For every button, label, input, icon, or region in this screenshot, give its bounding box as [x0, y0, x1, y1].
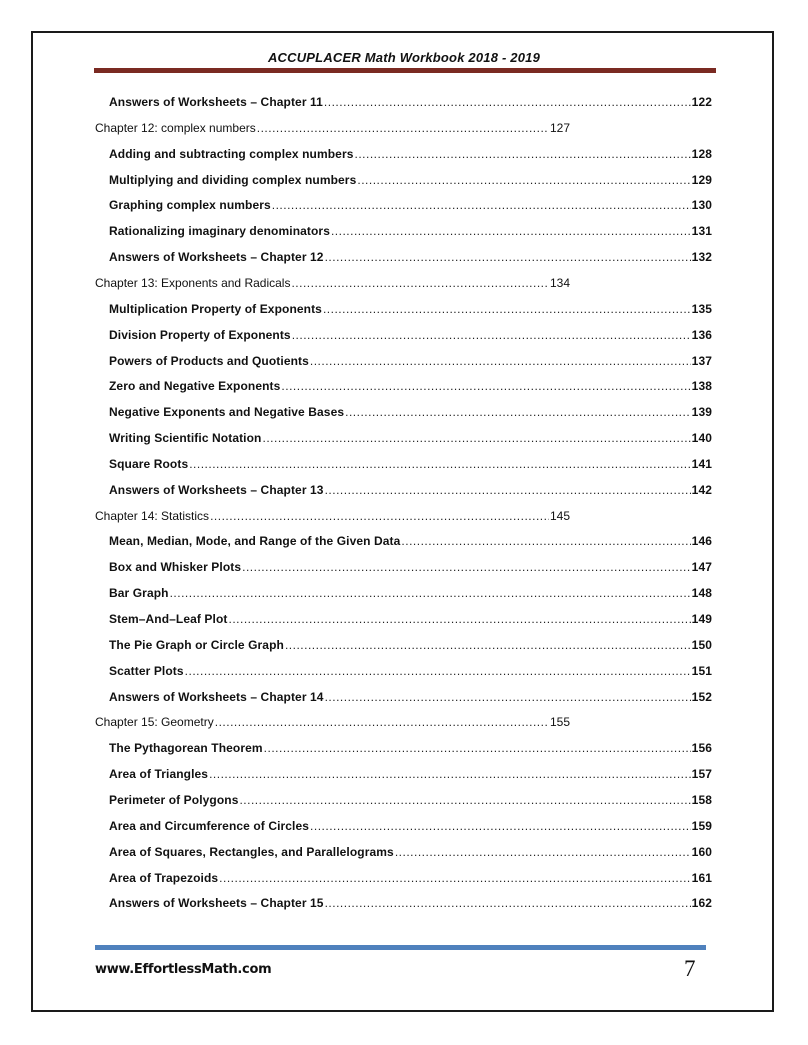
toc-entry-page: 148	[691, 586, 712, 601]
toc-section-entry[interactable]	[109, 224, 712, 238]
toc-dot-leader	[357, 173, 690, 187]
toc-chapter-entry[interactable]	[95, 509, 570, 523]
toc-section-entry[interactable]	[109, 664, 712, 678]
toc-entry-page: 142	[691, 482, 712, 497]
toc-entry-page: 149	[691, 612, 712, 626]
toc-section-entry[interactable]	[109, 560, 712, 574]
toc-section-entry[interactable]	[109, 173, 712, 187]
toc-entry-page: 151	[691, 663, 712, 678]
toc-dot-leader	[331, 224, 691, 238]
toc-entry-label: Area of Squares, Rectangles, and Parallelograms	[109, 844, 394, 859]
toc-section-entry[interactable]	[109, 198, 712, 212]
toc-entry-page: 141	[691, 456, 712, 471]
toc-entry-page: 136	[691, 327, 712, 342]
toc-dot-leader	[291, 276, 549, 290]
toc-section-entry[interactable]	[109, 250, 712, 264]
toc-entry-label: Chapter 14: Statistics	[95, 508, 210, 523]
toc-dot-leader	[170, 586, 691, 600]
toc-dot-leader	[310, 819, 691, 833]
toc-entry-label: Box and Whisker Plots	[109, 560, 242, 575]
toc-dot-leader	[272, 198, 691, 212]
footer-rule	[95, 945, 706, 950]
toc-entry-page: 159	[691, 818, 712, 833]
toc-section-entry[interactable]	[109, 819, 712, 833]
toc-section-entry[interactable]	[109, 767, 712, 781]
page-number: 7	[684, 956, 696, 981]
toc-entry-page: 131	[691, 224, 712, 239]
toc-dot-leader	[355, 147, 691, 161]
toc-dot-leader	[325, 690, 691, 704]
toc-dot-leader	[189, 457, 690, 471]
toc-dot-leader	[324, 95, 691, 109]
toc-entry-label: Chapter 12: complex numbers	[95, 120, 256, 135]
toc-entry-page: 161	[691, 870, 712, 885]
toc-entry-page: 156	[691, 741, 712, 756]
toc-entry-label: Square Roots	[109, 456, 189, 471]
toc-entry-page: 135	[691, 301, 712, 316]
toc-dot-leader	[264, 741, 691, 755]
toc-entry-page: 162	[691, 896, 712, 911]
toc-entry-label: Perimeter of Polygons	[109, 792, 239, 807]
toc-entry-label: Negative Exponents and Negative Bases	[109, 405, 345, 420]
toc-section-entry[interactable]	[109, 405, 712, 419]
toc-dot-leader	[239, 793, 690, 807]
toc-entry-label: Answers of Worksheets – Chapter 13	[109, 482, 324, 497]
toc-entry-page: 140	[691, 431, 712, 446]
footer-website-link[interactable]: www.EffortlessMath.com	[95, 962, 272, 977]
toc-entry-label: Answers of Worksheets – Chapter 12	[109, 250, 324, 265]
toc-entry-label: Area and Circumference of Circles	[109, 818, 310, 833]
toc-section-entry[interactable]	[109, 534, 712, 548]
toc-entry-label: Rationalizing imaginary denominators	[109, 224, 330, 239]
toc-dot-leader	[325, 483, 691, 497]
toc-entry-label: Writing Scientific Notation	[109, 431, 262, 446]
toc-section-entry[interactable]	[109, 147, 712, 161]
toc-section-entry[interactable]	[109, 328, 712, 342]
toc-entry-label: Area of Trapezoids	[109, 870, 219, 885]
toc-entry-label: Powers of Products and Quotients	[109, 353, 309, 368]
toc-entry-page: 128	[691, 146, 712, 161]
toc-entry-label: Multiplication Property of Exponents	[109, 301, 322, 316]
toc-entry-label: Answers of Worksheets – Chapter 11	[109, 95, 323, 109]
toc-entry-label: Answers of Worksheets – Chapter 15	[109, 896, 324, 911]
toc-entry-page: 132	[691, 250, 712, 265]
toc-entry-page: 127	[549, 120, 570, 135]
toc-dot-leader	[257, 121, 549, 135]
toc-section-entry[interactable]	[109, 793, 712, 807]
toc-entry-page: 155	[549, 715, 570, 730]
toc-entry-page: 147	[691, 560, 712, 575]
toc-entry-label: Graphing complex numbers	[109, 198, 271, 213]
toc-section-entry[interactable]	[109, 741, 712, 755]
toc-section-entry[interactable]	[109, 95, 712, 109]
toc-section-entry[interactable]	[109, 431, 712, 445]
running-header-title: ACCUPLACER Math Workbook 2018 - 2019	[267, 50, 541, 65]
toc-entry-label: Chapter 13: Exponents and Radicals	[95, 275, 291, 290]
toc-dot-leader	[281, 379, 690, 393]
toc-entry-label: The Pie Graph or Circle Graph	[109, 637, 284, 652]
toc-entry-page: 157	[691, 767, 712, 782]
toc-section-entry[interactable]	[109, 379, 712, 393]
toc-dot-leader	[323, 302, 691, 316]
toc-dot-leader	[325, 250, 691, 264]
toc-chapter-entry[interactable]	[95, 715, 570, 729]
toc-section-entry[interactable]	[109, 302, 712, 316]
toc-entry-page: 158	[691, 792, 712, 807]
toc-dot-leader	[325, 896, 691, 910]
toc-entry-page: 160	[691, 844, 712, 859]
toc-section-entry[interactable]	[109, 586, 712, 600]
toc-section-entry[interactable]	[109, 896, 712, 910]
toc-entry-label: The Pythagorean Theorem	[109, 741, 263, 756]
toc-dot-leader	[185, 664, 691, 678]
toc-entry-label: Answers of Worksheets – Chapter 14	[109, 689, 324, 704]
header-rule	[94, 68, 716, 73]
toc-entry-page: 146	[691, 534, 712, 549]
toc-entry-label: Mean, Median, Mode, and Range of the Given Data	[109, 534, 401, 549]
toc-chapter-entry[interactable]	[95, 121, 570, 135]
toc-dot-leader	[345, 405, 691, 419]
toc-entry-page: 129	[691, 172, 712, 187]
toc-dot-leader	[209, 767, 691, 781]
toc-section-entry[interactable]	[109, 612, 712, 626]
toc-entry-label: Chapter 15: Geometry	[95, 715, 214, 730]
toc-entry-label: Bar Graph	[109, 586, 169, 601]
toc-dot-leader	[219, 871, 691, 885]
toc-chapter-entry[interactable]	[95, 276, 570, 290]
toc-entry-page: 138	[691, 379, 712, 394]
toc-entry-page: 152	[691, 689, 712, 704]
toc-dot-leader	[210, 509, 549, 523]
toc-entry-label: Multiplying and dividing complex numbers	[109, 172, 357, 187]
toc-entry-label: Adding and subtracting complex numbers	[109, 146, 354, 161]
toc-entry-page: 134	[549, 275, 570, 290]
toc-section-entry[interactable]	[109, 871, 712, 885]
toc-dot-leader	[242, 560, 691, 574]
toc-section-entry[interactable]	[109, 690, 712, 704]
toc-dot-leader	[395, 845, 691, 859]
toc-dot-leader	[215, 715, 549, 729]
toc-dot-leader	[310, 354, 691, 368]
toc-dot-leader	[292, 328, 691, 342]
toc-dot-leader	[401, 534, 690, 548]
toc-entry-page: 150	[691, 637, 712, 652]
toc-dot-leader	[262, 431, 690, 445]
toc-entry-page: 130	[691, 198, 712, 213]
toc-section-entry[interactable]	[109, 354, 712, 368]
toc-entry-label: Division Property of Exponents	[109, 327, 291, 342]
toc-entry-page: 122	[691, 95, 712, 109]
toc-entry-label: Scatter Plots	[109, 663, 184, 678]
toc-entry-page: 139	[691, 405, 712, 420]
toc-entry-page: 145	[549, 508, 570, 523]
toc-section-entry[interactable]	[109, 638, 712, 652]
toc-section-entry[interactable]	[109, 845, 712, 859]
toc-dot-leader	[285, 638, 691, 652]
toc-entry-label: Area of Triangles	[109, 767, 209, 782]
toc-entry-label: Zero and Negative Exponents	[109, 379, 281, 394]
toc-dot-leader	[229, 612, 691, 626]
toc-entry-label: Stem–And–Leaf Plot	[109, 612, 228, 626]
toc-section-entry[interactable]	[109, 457, 712, 471]
toc-entry-page: 137	[691, 353, 712, 368]
toc-section-entry[interactable]	[109, 483, 712, 497]
